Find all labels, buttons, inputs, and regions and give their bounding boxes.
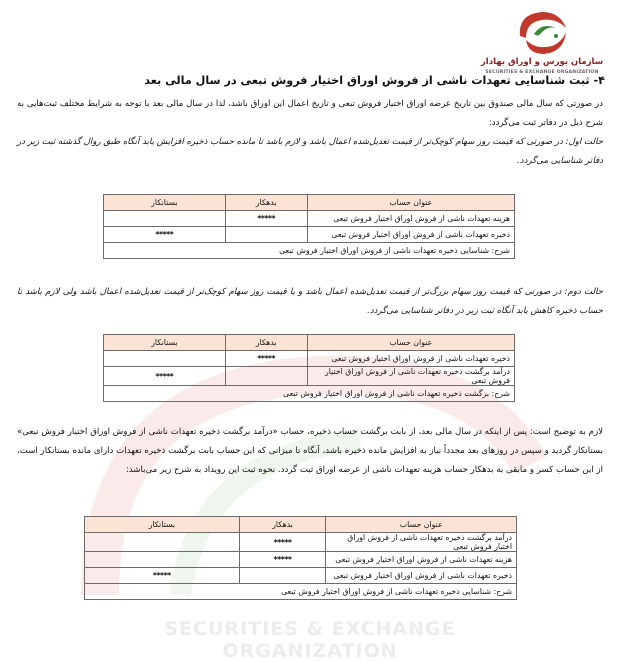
debit-cell: ***** <box>225 351 307 367</box>
debit-cell <box>225 367 307 386</box>
credit-cell <box>85 552 240 568</box>
account-cell: ذخیره تعهدات ناشی از فروش اوراق اختیار فروش تبعی <box>307 351 514 367</box>
table-note-row <box>104 386 515 402</box>
table-row <box>85 568 517 584</box>
organization-logo <box>472 6 612 80</box>
header-account: عنوان حساب <box>307 195 514 211</box>
account-cell: هزینه تعهدات ناشی از فروش اوراق اختیار فروش تبعی <box>326 552 517 568</box>
header-account: عنوان حساب <box>307 335 514 351</box>
header-credit: بستانکار <box>85 517 240 533</box>
debit-cell <box>239 568 326 584</box>
credit-cell <box>85 533 240 552</box>
table-row <box>85 552 517 568</box>
journal-table-1 <box>103 194 515 259</box>
case-two-paragraph: حالت دوم: در صورتی که قیمت روز سهام بزرگ‌تر از قیمت تعدیل‌شده اعمال باشد و یا قیمت روز سهام کوچک‌تر از قیمت تعدیل‌شده اعمال باشد ولی لازم باشد تا حساب ذخیره کاهش یابد آنگاه ثبت زیر در دفاتر شناسایی می‌گردد. <box>17 287 603 316</box>
debit-cell <box>225 227 307 243</box>
table-header-row <box>104 195 515 211</box>
debit-cell: ***** <box>225 211 307 227</box>
case-one-paragraph: حالت اول: در صورتی که قیمت روز سهام کوچک‌تر از قیمت تعدیل‌شده اعمال باشد و لازم باشد تا مانده حساب ذخیره افزایش یابد آنگاه طبق روال گذشته ثبت زیر در دفاتر شناسایی می‌گردد. <box>17 137 603 166</box>
header-credit: بستانکار <box>104 335 226 351</box>
table-row <box>104 367 515 386</box>
header-debit: بدهکار <box>225 195 307 211</box>
credit-cell: ***** <box>85 568 240 584</box>
table-row <box>104 227 515 243</box>
logo-org-name-fa: سازمان بورس و اوراق بهادار <box>480 57 604 67</box>
credit-cell <box>104 211 226 227</box>
table-header-row <box>85 517 517 533</box>
debit-cell: ***** <box>239 533 326 552</box>
logo-emblem-icon <box>512 6 572 58</box>
credit-cell: ***** <box>104 367 226 386</box>
watermark-text: SECURITIES & EXCHANGE ORGANIZATION <box>164 618 456 662</box>
explanation-paragraph: لازم به توضیح است: پس از اینکه در سال مالی بعد، از بابت برگشت حساب ذخیره، حساب «درآمد برگشت ذخیره تعهدات ناشی از فروش اوراق اختیار فروش تبعی» بستانکار گردید و سپس در روزهای بعد مجدداً نیاز به افزایش مانده ذخیره باشد، آنگاه تا میزانی که این حساب بابت برگشت ذخیره تعهدات دارای مانده بستانکار است، از این حساب کسر و مابقی به بدهکار حساب هزینه تعهدات ناشی از عرضه اوراق ثبت گردد. نحوه ثبت این رویداد به شرح زیر می‌باشد: <box>17 427 603 475</box>
account-cell: درآمد برگشت ذخیره تعهدات ناشی از فروش اوراق اختیار فروش تبعی <box>307 367 514 386</box>
entry-description: شرح: شناسایی ذخیره تعهدات ناشی از فروش اوراق اختیار فروش تبعی <box>85 584 517 600</box>
table-note-row <box>85 584 517 600</box>
credit-cell <box>104 351 226 367</box>
entry-description: شرح: شناسایی ذخیره تعهدات ناشی از فروش اوراق اختیار فروش تبعی <box>104 243 515 259</box>
account-cell: ذخیره تعهدات ناشی از فروش اوراق اختیار فروش تبعی <box>326 568 517 584</box>
header-debit: بدهکار <box>239 517 326 533</box>
account-cell: ذخیره تعهدات ناشی از فروش اوراق اختیار فروش تبعی <box>307 227 514 243</box>
header-debit: بدهکار <box>225 335 307 351</box>
table-row <box>85 533 517 552</box>
debit-cell: ***** <box>239 552 326 568</box>
section-heading: ۴- ثبت شناسایی تعهدات ناشی از فروش اوراق اختیار فروش تبعی در سال مالی بعد <box>144 74 605 87</box>
credit-cell: ***** <box>104 227 226 243</box>
table-header-row <box>104 335 515 351</box>
header-credit: بستانکار <box>104 195 226 211</box>
entry-description: شرح: برگشت ذخیره تعهدات ناشی از فروش اوراق اختیار فروش تبعی <box>104 386 515 402</box>
table-row <box>104 211 515 227</box>
account-cell: هزینه تعهدات ناشی از فروش اوراق اختیار فروش تبعی <box>307 211 514 227</box>
table-note-row <box>104 243 515 259</box>
journal-table-2 <box>103 334 515 402</box>
table-row <box>104 351 515 367</box>
journal-table-3 <box>84 516 517 600</box>
logo-org-name-en: SECURITIES & EXCHANGE ORGANIZATION <box>485 70 599 75</box>
account-cell: درآمد برگشت ذخیره تعهدات ناشی از فروش اوراق اختیار فروش تبعی <box>326 533 517 552</box>
header-account: عنوان حساب <box>326 517 517 533</box>
intro-paragraph: در صورتی که سال مالی صندوق بین تاریخ عرضه اوراق اختیار فروش تبعی و تاریخ اعمال این اوراق باشد، لذا در سال مالی بعد با توجه به شرایط مختلف ثبت‌هایی به شرح ذیل در دفاتر ثبت می‌گردد: <box>17 99 603 128</box>
